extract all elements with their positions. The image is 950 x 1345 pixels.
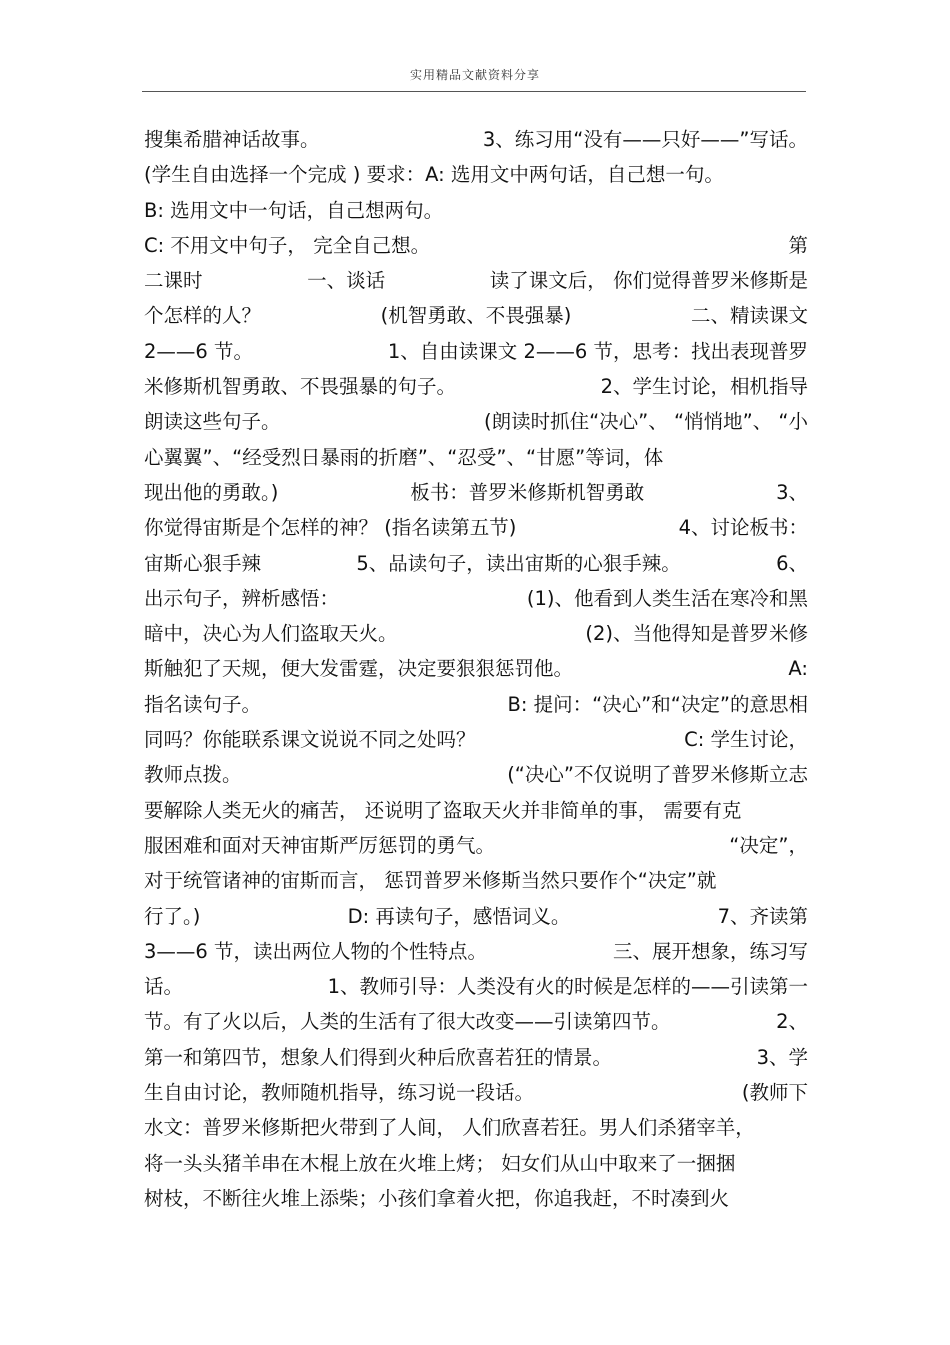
text-line (144, 122, 808, 157)
text-segment: 1、教师引导：人类没有火的时候是怎样的——引读第一 (327, 975, 808, 999)
text-segment: C: 学生讨论， (684, 728, 808, 752)
text-segment: 板书：普罗米修斯机智勇敢 (410, 480, 645, 504)
text-line (144, 616, 808, 651)
text-segment: 生自由讨论，教师随机指导，练习说一段话。 (144, 1081, 535, 1105)
text-segment: 米修斯机智勇敢、不畏强暴的句子。 (144, 375, 457, 399)
text-segment: (学生自由选择一个完成 ) 要求：A: 选用文中两句话，自己想一句。 (144, 163, 724, 187)
text-line (144, 722, 808, 757)
text-segment: 3、 (776, 480, 808, 504)
text-line (144, 1146, 808, 1181)
text-segment: 读了课文后， 你们觉得普罗米修斯是 (489, 269, 808, 293)
text-segment: 1、自由读课文 2——6 节，思考：找出表现普罗 (387, 339, 808, 363)
text-line (144, 546, 808, 581)
text-line (144, 510, 808, 545)
text-line (144, 934, 808, 969)
text-segment: A: (788, 657, 808, 681)
text-segment: 2、学生讨论，相机指导 (600, 375, 808, 399)
text-segment: (教师下 (741, 1081, 808, 1105)
text-segment: 第 (788, 233, 808, 257)
document-body (144, 122, 808, 1216)
text-line (144, 1004, 808, 1039)
text-segment: (朗读时抓住“决心”、 “悄悄地”、 “小 (483, 410, 808, 434)
text-segment: (“决心”不仅说明了普罗米修斯立志 (507, 763, 808, 787)
text-segment: 一、谈话 (307, 269, 386, 293)
text-segment: 同吗？你能联系课文说说不同之处吗？ (144, 728, 476, 752)
text-segment: 2、 (776, 1010, 808, 1034)
text-line (144, 193, 808, 228)
text-segment: 将一头头猪羊串在木棍上放在火堆上烤； 妇女们从山中取来了一捆捆 (144, 1151, 736, 1175)
text-segment: 节。有了火以后，人类的生活有了很大改变——引读第四节。 (144, 1010, 671, 1034)
text-line (144, 263, 808, 298)
text-line (144, 969, 808, 1004)
text-segment: C: 不用文中句子， 完全自己想。 (144, 233, 431, 257)
text-segment: 二、精读课文 (690, 304, 808, 328)
text-line (144, 793, 808, 828)
text-segment: 7、齐读第 (717, 904, 808, 928)
text-segment: 服困难和面对天神宙斯严厉惩罚的勇气。 (144, 833, 496, 857)
text-segment: 你觉得宙斯是个怎样的神？ (指名读第五节) (144, 516, 517, 540)
text-line (144, 1181, 808, 1216)
text-segment: 3、学 (756, 1045, 808, 1069)
text-line (144, 298, 808, 333)
text-segment: 2——6 节。 (144, 339, 254, 363)
text-line (144, 440, 808, 475)
text-segment: 朗读这些句子。 (144, 410, 281, 434)
text-segment: (2)、当他得知是普罗米修 (585, 622, 808, 646)
text-segment: 要解除人类无火的痛苦， 还说明了盗取天火并非简单的事， 需要有克 (144, 798, 742, 822)
text-segment: 三、展开想象，练习写 (612, 939, 808, 963)
text-segment: 水文：普罗米修斯把火带到了人间， 人们欣喜若狂。男人们杀猪宰羊， (144, 1116, 755, 1140)
text-segment: 斯触犯了天规，便大发雷霆，决定要狠狠惩罚他。 (144, 657, 574, 681)
text-segment: 指名读句子。 (144, 692, 262, 716)
text-segment: “决定”， (729, 833, 808, 857)
text-segment: 6、 (776, 551, 808, 575)
text-segment: (机智勇敢、不畏强暴) (380, 304, 572, 328)
text-segment: 3——6 节，读出两位人物的个性特点。 (144, 939, 488, 963)
text-line (144, 757, 808, 792)
running-header: 实用精品文献资料分享 (409, 68, 540, 82)
text-line (144, 228, 808, 263)
text-segment: 个怎样的人？ (144, 304, 262, 328)
text-line (144, 863, 808, 898)
text-segment: 对于统管诸神的宙斯而言， 惩罚普罗米修斯当然只要作个“决定”就 (144, 869, 717, 893)
text-segment: 4、讨论板书： (678, 516, 808, 540)
text-line (144, 404, 808, 439)
text-segment: 暗中，决心为人们盗取天火。 (144, 622, 398, 646)
text-segment: 第一和第四节，想象人们得到火种后欣喜若狂的情景。 (144, 1045, 613, 1069)
text-segment: 现出他的勇敢。) (144, 480, 279, 504)
text-segment: 树枝，不断往火堆上添柴；小孩们拿着火把，你追我赶，不时凑到火 (144, 1186, 730, 1210)
text-segment: 出示句子，辨析感悟： (144, 586, 340, 610)
text-line (144, 828, 808, 863)
text-segment: 心翼翼”、“经受烈日暴雨的折磨”、“忍受”、“甘愿”等词，体 (144, 445, 664, 469)
text-segment: 行了。) (144, 904, 201, 928)
text-line (144, 369, 808, 404)
text-line (144, 899, 808, 934)
text-segment: 搜集希腊神话故事。 (144, 128, 320, 151)
text-line (144, 581, 808, 616)
header-rule (142, 91, 806, 92)
text-line (144, 475, 808, 510)
text-segment: B: 选用文中一句话，自己想两句。 (144, 198, 444, 222)
text-line (144, 1110, 808, 1145)
text-segment: 5、品读句子，读出宙斯的心狠手辣。 (356, 551, 681, 575)
text-segment: B: 提问：“决心”和“决定”的意思相 (507, 692, 808, 716)
text-segment: 话。 (144, 975, 184, 999)
text-line (144, 1075, 808, 1110)
text-line (144, 687, 808, 722)
text-line (144, 157, 808, 192)
text-segment: 3、练习用“没有——只好——”写话。 (482, 128, 808, 151)
text-segment: D: 再读句子，感悟词义。 (347, 904, 571, 928)
text-segment: (1)、他看到人类生活在寒冷和黑 (526, 586, 808, 610)
text-segment: 教师点拨。 (144, 763, 242, 787)
text-line (144, 1040, 808, 1075)
text-segment: 宙斯心狠手辣 (144, 551, 262, 575)
text-line (144, 334, 808, 369)
text-line (144, 651, 808, 686)
text-segment: 二课时 (144, 269, 203, 293)
